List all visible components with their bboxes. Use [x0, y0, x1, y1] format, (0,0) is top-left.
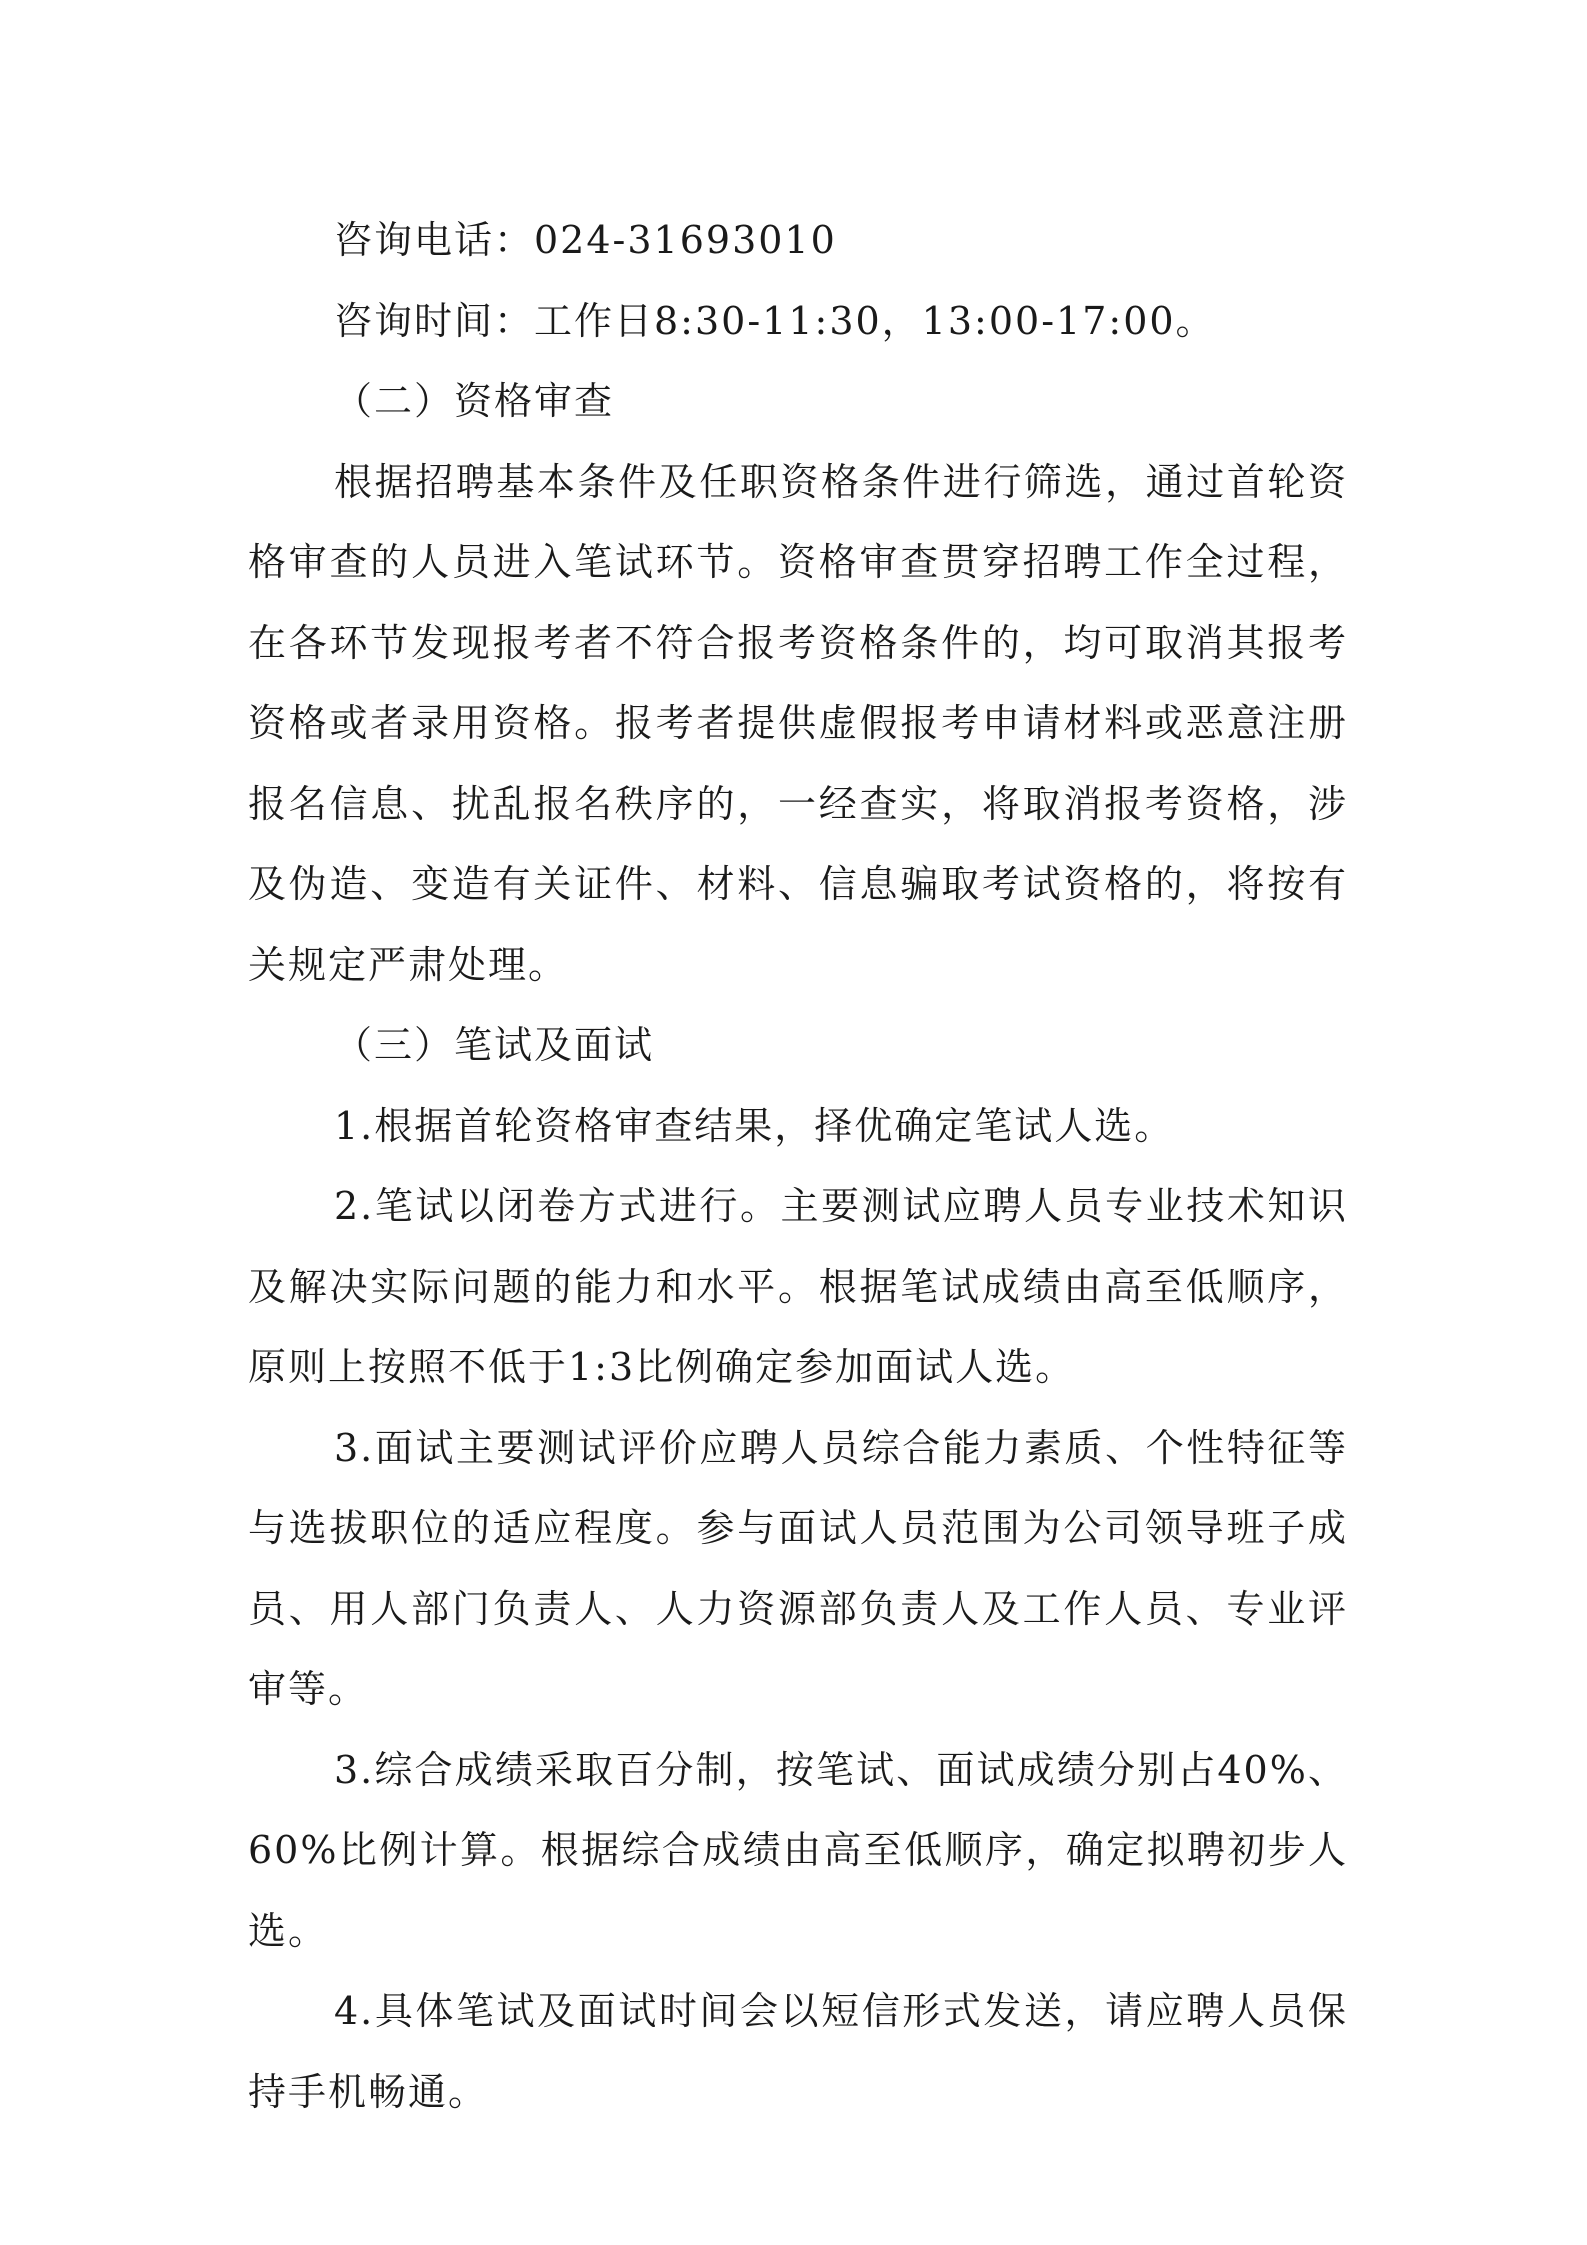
contact-phone: 咨询电话：024-31693010	[334, 218, 837, 262]
section-3-item-3: 3.面试主要测试评价应聘人员综合能力素质、个性特征等与选拔职位的适应程度。参与面试人员范围为公司领导班子成员、用人部门负责人、人力资源部负责人及工作人员、专业评审等。	[248, 1425, 1348, 1711]
document-body	[248, 200, 1348, 2132]
section-3-heading: （三）笔试及面试	[334, 1023, 655, 1067]
section-2-paragraph: 根据招聘基本条件及任职资格条件进行筛选，通过首轮资格审查的人员进入笔试环节。资格审查贯穿招聘工作全过程，在各环节发现报考者不符合报考资格条件的，均可取消其报考资格或者录用资格。报考者提供虚假报考申请材料或恶意注册报名信息、扰乱报名秩序的，一经查实，将取消报考资格，涉及伪造、变造有关证件、材料、信息骗取考试资格的，将按有关规定严肃处理。	[248, 459, 1348, 987]
section-3-item-2: 2.笔试以闭卷方式进行。主要测试应聘人员专业技术知识及解决实际问题的能力和水平。根据笔试成绩由高至低顺序，原则上按照不低于1:3比例确定参加面试人选。	[248, 1184, 1348, 1389]
section-3-item-4: 3.综合成绩采取百分制，按笔试、面试成绩分别占40%、60%比例计算。根据综合成绩由高至低顺序，确定拟聘初步人选。	[248, 1747, 1348, 1953]
contact-hours: 咨询时间：工作日8:30-11:30，13:00-17:00。	[334, 298, 1216, 343]
section-2-heading: （二）资格审查	[334, 379, 615, 423]
section-3-item-1: 1.根据首轮资格审查结果，择优确定笔试人选。	[334, 1103, 1175, 1148]
section-3-item-5: 4.具体笔试及面试时间会以短信形式发送，请应聘人员保持手机畅通。	[248, 1989, 1348, 2114]
